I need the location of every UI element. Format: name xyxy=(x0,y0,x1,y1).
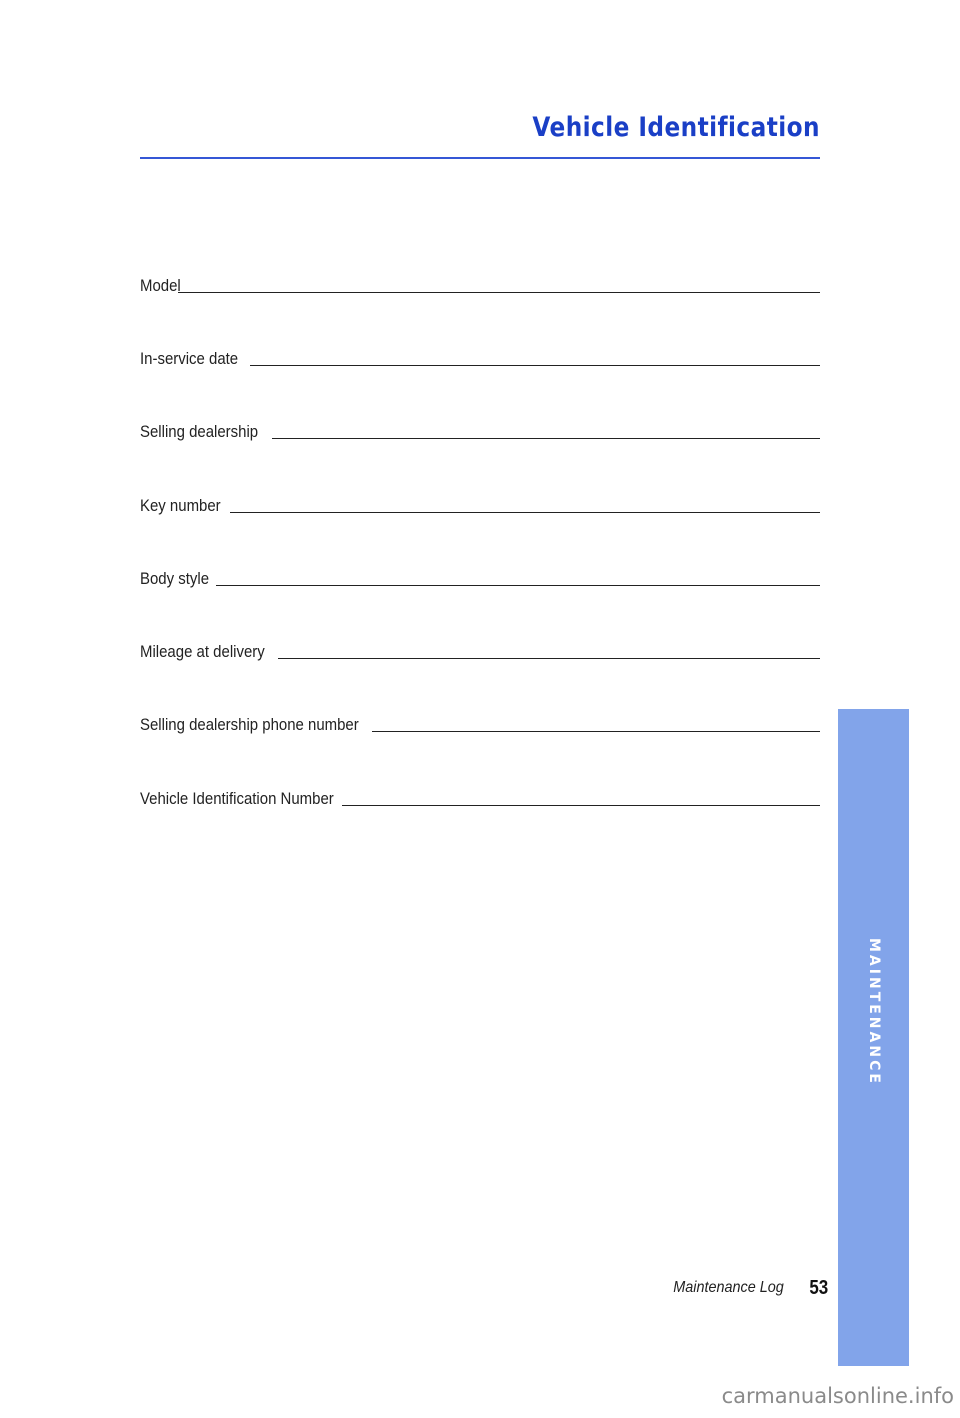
body-style-line xyxy=(216,585,820,586)
page-title: Vehicle Identification xyxy=(532,112,820,143)
mileage-at-delivery-field xyxy=(140,628,820,662)
watermark: carmanualsonline.info xyxy=(721,1384,954,1408)
in-service-date-label: In-service date xyxy=(140,349,239,368)
vin-label: Vehicle Identification Number xyxy=(140,789,334,808)
key-number-field xyxy=(140,482,820,516)
title-rule xyxy=(140,157,820,159)
vin-field xyxy=(140,775,820,809)
key-number-label: Key number xyxy=(140,496,221,515)
selling-dealership-phone-label: Selling dealership phone number xyxy=(140,715,359,734)
footer-section-name: Maintenance Log xyxy=(673,1279,784,1296)
in-service-date-line xyxy=(250,365,821,366)
page-footer xyxy=(600,1274,830,1302)
selling-dealership-field xyxy=(140,408,820,442)
vin-line xyxy=(342,805,820,806)
section-side-tab-label: MAINTENANCE xyxy=(866,938,882,1086)
in-service-date-field xyxy=(140,335,820,369)
model-label: Model xyxy=(140,276,181,295)
selling-dealership-label: Selling dealership xyxy=(140,422,259,441)
model-field xyxy=(140,262,820,296)
key-number-line xyxy=(230,512,820,513)
selling-dealership-phone-line xyxy=(372,731,820,732)
mileage-at-delivery-line xyxy=(278,658,820,659)
body-style-label: Body style xyxy=(140,569,210,588)
model-line xyxy=(178,292,820,293)
page-number: 53 xyxy=(809,1276,828,1299)
selling-dealership-phone-field xyxy=(140,701,820,735)
selling-dealership-line xyxy=(272,438,820,439)
mileage-at-delivery-label: Mileage at delivery xyxy=(140,642,265,661)
body-style-field xyxy=(140,555,820,589)
